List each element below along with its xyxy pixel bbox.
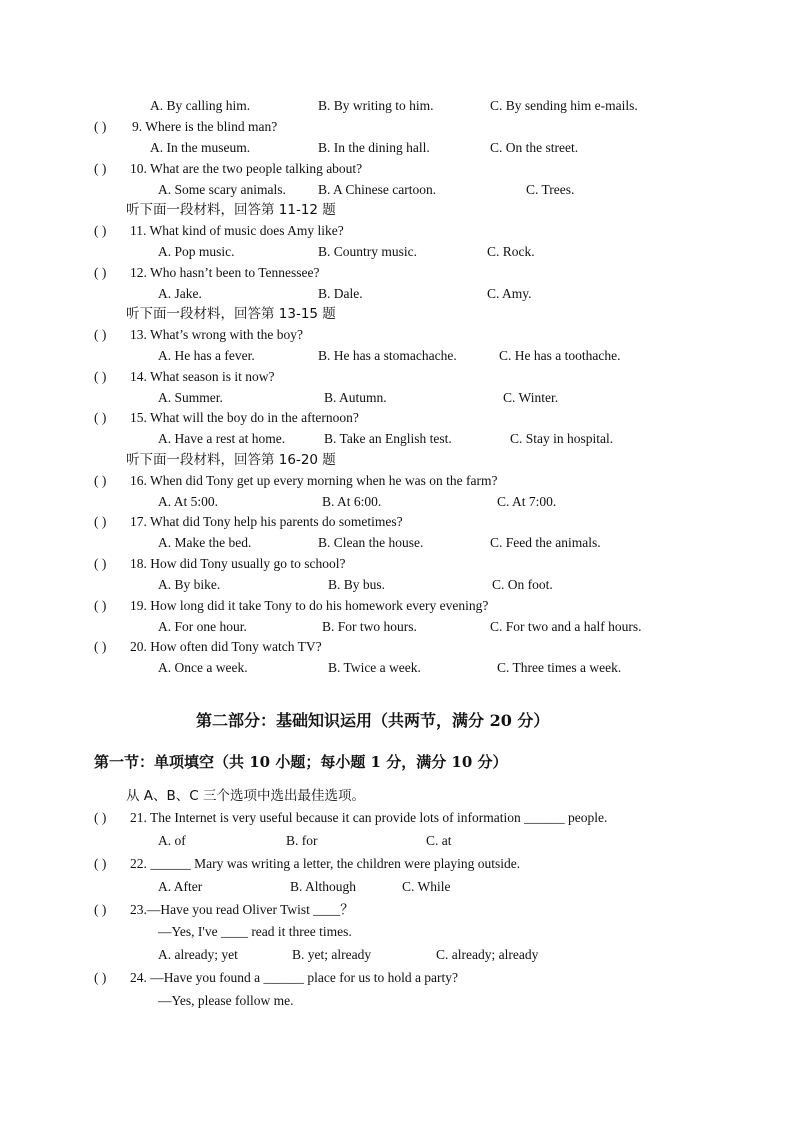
part-two-heading: 第二部分：基础知识运用（共两节，满分 20 分） [196,711,550,730]
answer-blank[interactable]: ( ) [94,810,107,825]
option-c: C. Three times a week. [497,660,622,675]
option-c: C. Trees. [526,182,575,197]
answer-blank[interactable]: ( ) [94,327,107,342]
section-instruction: 从 A、B、C 三个选项中选出最佳选项。 [126,788,366,804]
option-c: C. He has a toothache. [499,348,621,363]
answer-blank[interactable]: ( ) [94,410,107,425]
answer-blank[interactable]: ( ) [94,856,107,871]
answer-blank[interactable]: ( ) [94,369,107,384]
option-b: B. Twice a week. [328,660,421,675]
answer-blank[interactable]: ( ) [94,473,107,488]
option-c: C. already; already [436,947,539,962]
option-a: A. of [158,833,186,848]
option-c: C. Feed the animals. [490,535,601,550]
option-b: B. A Chinese cartoon. [318,182,437,197]
answer-blank[interactable]: ( ) [94,639,107,654]
question-stem: 15. What will the boy do in the afternoon? [130,410,359,425]
question-stem: 22. ______ Mary was writing a letter, the children were playing outside. [130,856,521,871]
option-a: A. He has a fever. [158,348,255,363]
option-b: B. For two hours. [322,619,417,634]
option-a: A. Some scary animals. [158,182,286,197]
option-c: C. On foot. [492,577,553,592]
answer-blank[interactable]: ( ) [94,223,107,238]
answer-blank[interactable]: ( ) [94,161,107,176]
question-stem: 18. How did Tony usually go to school? [130,556,346,571]
q8-option-b: B. By writing to him. [318,98,434,113]
option-a: A. Summer. [158,390,223,405]
answer-blank[interactable]: ( ) [94,902,107,917]
question-stem: 20. How often did Tony watch TV? [130,639,322,654]
section-one-heading: 第一节：单项填空（共 10 小题；每小题 1 分，满分 10 分） [94,753,508,771]
option-c: C. Stay in hospital. [510,431,614,446]
option-b: B. Autumn. [324,390,387,405]
listening-instruction: 听下面一段材料，回答第 11-12 题 [126,202,336,218]
option-a: A. Jake. [158,286,202,301]
q8-option-c: C. By sending him e-mails. [490,98,638,113]
option-c: C. While [402,879,451,894]
option-c: C. Rock. [487,244,535,259]
question-stem: 17. What did Tony help his parents do sometimes? [130,514,403,529]
option-b: B. yet; already [292,947,372,962]
option-b: B. He has a stomachache. [318,348,457,363]
option-a: A. Make the bed. [158,535,252,550]
answer-blank[interactable]: ( ) [94,970,107,985]
option-b: B. for [286,833,318,848]
option-a: A. After [158,879,203,894]
option-a: A. For one hour. [158,619,247,634]
option-b: B. Dale. [318,286,363,301]
option-b: B. In the dining hall. [318,140,430,155]
question-stem: 23.—Have you read Oliver Twist ____？ [130,902,354,917]
option-c: C. On the street. [490,140,579,155]
question-stem: 14. What season is it now? [130,369,275,384]
question-stem: 11. What kind of music does Amy like? [130,223,344,238]
option-a: A. In the museum. [150,140,251,155]
option-a: A. At 5:00. [158,494,219,509]
option-c: C. at [426,833,452,848]
answer-blank[interactable]: ( ) [94,119,107,134]
option-b: B. By bus. [328,577,386,592]
question-stem: 21. The Internet is very useful because it can provide lots of information ______ people. [130,810,608,825]
question-stem: 13. What’s wrong with the boy? [130,327,303,342]
dialogue-reply: —Yes, please follow me. [158,993,294,1008]
question-stem: 12. Who hasn’t been to Tennessee? [130,265,320,280]
option-c: C. Winter. [503,390,559,405]
answer-blank[interactable]: ( ) [94,514,107,529]
question-stem: 19. How long did it take Tony to do his homework every evening? [130,598,489,613]
option-a: A. By bike. [158,577,221,592]
question-stem: 9. Where is the blind man? [132,119,278,134]
answer-blank[interactable]: ( ) [94,556,107,571]
option-c: C. Amy. [487,286,532,301]
question-stem: 16. When did Tony get up every morning when he was on the farm? [130,473,498,488]
answer-blank[interactable]: ( ) [94,598,107,613]
option-b: B. Country music. [318,244,418,259]
option-c: C. For two and a half hours. [490,619,642,634]
option-a: A. Once a week. [158,660,248,675]
option-b: B. Although [290,879,357,894]
option-b: B. Clean the house. [318,535,424,550]
listening-instruction: 听下面一段材料，回答第 16-20 题 [126,452,336,468]
option-a: A. already; yet [158,947,238,962]
dialogue-reply: —Yes, I've ____ read it three times. [158,924,352,939]
option-b: B. At 6:00. [322,494,382,509]
answer-blank[interactable]: ( ) [94,265,107,280]
option-b: B. Take an English test. [324,431,452,446]
option-a: A. Pop music. [158,244,235,259]
q8-option-a: A. By calling him. [150,98,251,113]
listening-instruction: 听下面一段材料，回答第 13-15 题 [126,306,336,322]
question-stem: 10. What are the two people talking about? [130,161,363,176]
question-stem: 24. —Have you found a ______ place for us to hold a party? [130,970,459,985]
option-c: C. At 7:00. [497,494,557,509]
option-a: A. Have a rest at home. [158,431,286,446]
